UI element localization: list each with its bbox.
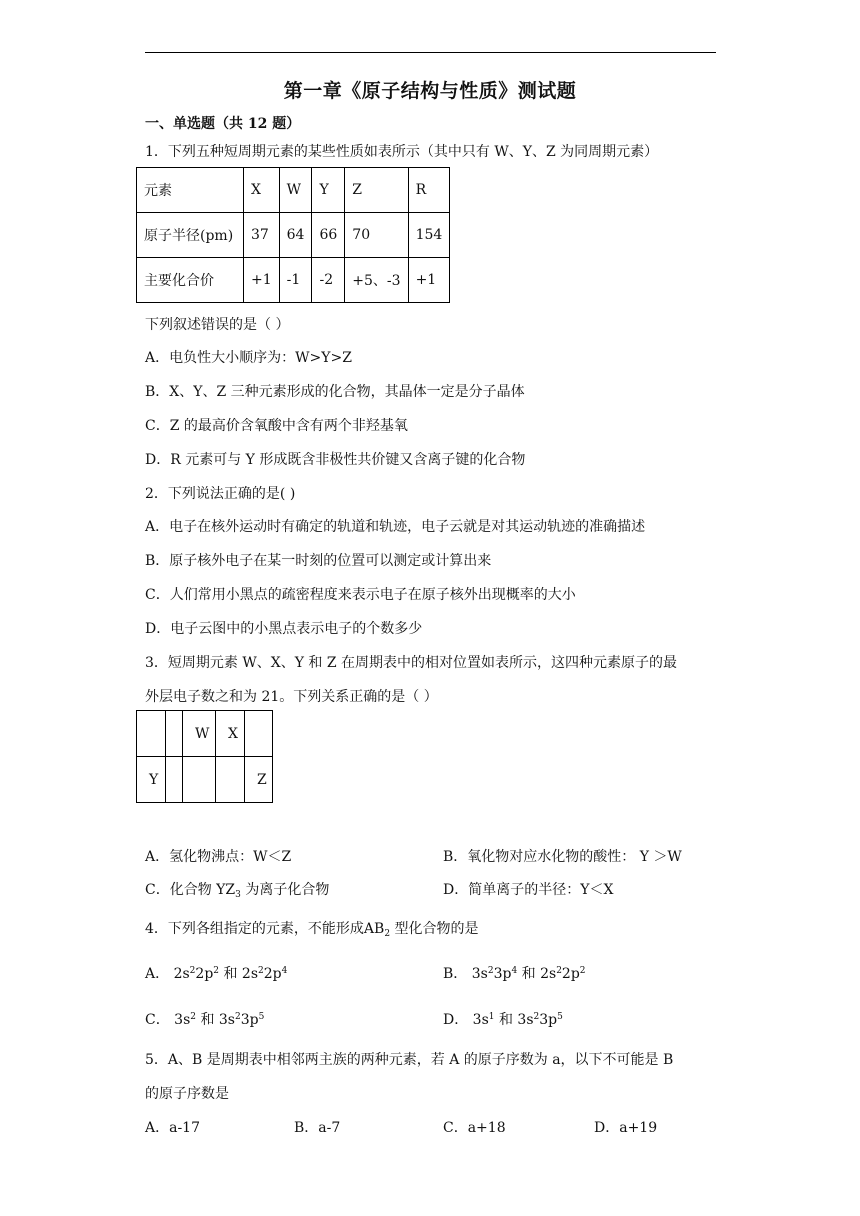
table-cell: 原子半径(pm) — [137, 213, 244, 258]
table-row — [137, 213, 450, 258]
q5-option-d: D．a+19 — [594, 1120, 658, 1136]
q3-option-c-subscript: 3 — [235, 890, 241, 900]
q3-option-c-text: C．化合物 YZ — [145, 882, 236, 898]
table-cell: -2 — [312, 258, 345, 303]
q4-and: 和 — [521, 966, 536, 982]
q3-option-d: D．简单离子的半径：Y＜X — [443, 882, 614, 898]
q3-option-c — [145, 879, 329, 899]
q2-stem: 2．下列说法正确的是( ) — [145, 486, 296, 502]
q1-option-a: A．电负性大小顺序为：W>Y>Z — [145, 350, 352, 366]
table-row — [137, 711, 273, 757]
q4-and: 和 — [223, 966, 238, 982]
q4-option-b: B． $3s^23p^4$ 和 $2s^22p^2$ — [443, 966, 586, 982]
q4-option-c: C． $3s^2$ 和 $3s^23p^5$ — [145, 1012, 265, 1028]
table-cell: +1 — [408, 258, 450, 303]
q3-stem-line2: 外层电子数之和为 21。下列关系正确的是（ ） — [145, 689, 438, 705]
table-cell — [137, 711, 166, 757]
table-cell: +5、-3 — [345, 258, 408, 303]
table-cell: X — [216, 711, 245, 757]
table-cell — [183, 757, 216, 803]
table-row — [137, 258, 450, 303]
q5-stem-line1: 5．A、B 是周期表中相邻两主族的两种元素，若 A 的原子序数为 a，以下不可能是 B — [145, 1052, 674, 1068]
q4-stem — [145, 918, 479, 938]
q2-option-c: C．人们常用小黑点的疏密程度来表示电子在原子核外出现概率的大小 — [145, 587, 576, 603]
table-cell: X — [244, 168, 280, 213]
table-cell: W — [279, 168, 312, 213]
table-cell: Z — [345, 168, 408, 213]
option-label: D． — [443, 1012, 469, 1028]
q3-option-c-tail: 为离子化合物 — [240, 882, 330, 898]
header-rule — [145, 52, 716, 53]
q5-option-b: B．a-7 — [294, 1120, 341, 1136]
option-label: A． — [145, 966, 170, 982]
option-label: C． — [145, 1012, 170, 1028]
q3-option-b: B．氧化物对应水化物的酸性： Y ＞W — [443, 849, 682, 865]
table-cell — [166, 757, 183, 803]
page-title: 第一章《原子结构与性质》测试题 — [283, 80, 577, 102]
table-cell: 元素 — [137, 168, 244, 213]
table-cell: 154 — [408, 213, 450, 258]
q1-option-d: D．R 元素可与 Y 形成既含非极性共价键又含离子键的化合物 — [145, 452, 526, 468]
q4-and: 和 — [200, 1012, 215, 1028]
table-row — [137, 168, 450, 213]
q2-option-b: B．原子核外电子在某一时刻的位置可以测定或计算出来 — [145, 553, 492, 569]
table-cell: Z — [245, 757, 273, 803]
q2-option-d: D．电子云图中的小黑点表示电子的个数多少 — [145, 621, 423, 637]
table-cell: 66 — [312, 213, 345, 258]
table-cell: 64 — [279, 213, 312, 258]
table-cell — [216, 757, 245, 803]
q4-and: 和 — [498, 1012, 513, 1028]
table-cell: 主要化合价 — [137, 258, 244, 303]
q3-stem-line1: 3．短周期元素 W、X、Y 和 Z 在周期表中的相对位置如表所示，这四种元素原子的最 — [145, 655, 678, 671]
q5-option-a: A．a-17 — [145, 1120, 201, 1136]
q4-stem-tail: 型化合物的是 — [390, 921, 479, 937]
q1-stem: 1．下列五种短周期元素的某些性质如表所示（其中只有 W、Y、Z 为同周期元素） — [145, 144, 659, 160]
q5-option-c: C．a+18 — [443, 1120, 506, 1136]
table-cell: W — [183, 711, 216, 757]
table-cell: +1 — [244, 258, 280, 303]
q4-option-d: D． $3s^1$ 和 $3s^23p^5$ — [443, 1012, 563, 1028]
section-heading: 一、单选题（共 12 题） — [145, 116, 301, 132]
table-cell: Y — [312, 168, 345, 213]
table-cell: 70 — [345, 213, 408, 258]
table-cell: 37 — [244, 213, 280, 258]
q1-prompt: 下列叙述错误的是（ ） — [145, 317, 290, 333]
q3-option-a: A．氢化物沸点：W＜Z — [145, 849, 292, 865]
table-cell: R — [408, 168, 450, 213]
table-cell — [245, 711, 273, 757]
q4-option-a: A． $2s^22p^2$ 和 $2s^22p^4$ — [145, 966, 288, 982]
option-label: B． — [443, 966, 468, 982]
table-row — [137, 757, 273, 803]
q1-element-table — [136, 167, 450, 303]
q3-periodic-grid — [136, 710, 273, 803]
q5-stem-line2: 的原子序数是 — [145, 1086, 229, 1102]
q4-stem-text: 4．下列各组指定的元素，不能形成 — [145, 921, 364, 937]
q1-option-c: C．Z 的最高价含氧酸中含有两个非羟基氧 — [145, 418, 408, 434]
q4-stem-formula: AB — [363, 921, 385, 937]
q4-stem-subscript: 2 — [384, 929, 391, 939]
table-cell: -1 — [279, 258, 312, 303]
table-cell: Y — [137, 757, 166, 803]
q1-option-b: B．X、Y、Z 三种元素形成的化合物，其晶体一定是分子晶体 — [145, 384, 525, 400]
q2-option-a: A．电子在核外运动时有确定的轨道和轨迹，电子云就是对其运动轨迹的准确描述 — [145, 519, 646, 535]
table-cell — [166, 711, 183, 757]
